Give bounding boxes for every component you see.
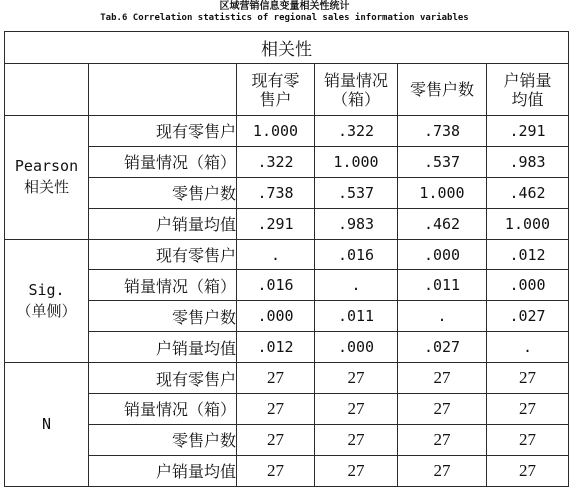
row-label: 零售户数 [89,301,237,332]
row-label: 现有零售户 [89,363,237,394]
group-label: N [5,363,89,487]
value-cell: 27 [487,455,569,486]
value-cell: 27 [315,455,398,486]
value-cell: 27 [237,394,315,425]
column-header: 销量情况 （箱） [315,64,398,116]
value-cell: 27 [398,455,487,486]
value-cell: .537 [315,177,398,208]
column-header: 零售户数 [398,64,487,116]
row-label: 销量情况（箱） [89,270,237,301]
correlation-table-body [5,32,569,487]
value-cell: .291 [487,116,569,147]
table-title: 相关性 [5,32,569,64]
value-cell: .016 [237,270,315,301]
table-title-row [5,32,569,64]
table-row [5,394,569,425]
value-cell: .537 [398,146,487,177]
value-cell: 27 [237,424,315,455]
row-label: 零售户数 [89,424,237,455]
group-label: Pearson 相关性 [5,116,89,240]
value-cell: .462 [487,177,569,208]
header-blank-cell [5,64,89,116]
value-cell: .012 [237,332,315,363]
row-label: 户销量均值 [89,208,237,239]
value-cell: .027 [398,332,487,363]
value-cell: .016 [315,239,398,270]
value-cell: 27 [398,424,487,455]
value-cell: .983 [487,146,569,177]
row-label: 现有零售户 [89,239,237,270]
value-cell: .462 [398,208,487,239]
value-cell: 27 [237,455,315,486]
table-row [5,239,569,270]
table-row [5,301,569,332]
value-cell: .000 [487,270,569,301]
value-cell: 1.000 [237,116,315,147]
value-cell: .738 [237,177,315,208]
value-cell: 27 [315,363,398,394]
row-label: 销量情况（箱） [89,146,237,177]
column-header-row [5,64,569,116]
table-row [5,177,569,208]
column-header: 户销量 均值 [487,64,569,116]
value-cell: 1.000 [398,177,487,208]
value-cell: .322 [237,146,315,177]
value-cell: 27 [398,394,487,425]
value-cell: .011 [398,270,487,301]
table-caption-chinese: 区域营销信息变量相关性统计 [219,1,350,12]
value-cell: .000 [398,239,487,270]
value-cell: .011 [315,301,398,332]
header-blank-cell [89,64,237,116]
column-header: 现有零 售户 [237,64,315,116]
value-cell: .983 [315,208,398,239]
value-cell: .738 [398,116,487,147]
value-cell: 27 [237,363,315,394]
value-cell: . [237,239,315,270]
row-label: 零售户数 [89,177,237,208]
row-label: 户销量均值 [89,332,237,363]
value-cell: 27 [398,363,487,394]
table-row [5,332,569,363]
table-row [5,455,569,486]
value-cell: 27 [487,363,569,394]
table-row [5,363,569,394]
value-cell: 27 [487,424,569,455]
value-cell: 27 [315,424,398,455]
value-cell: . [487,332,569,363]
value-cell: .000 [315,332,398,363]
value-cell: .012 [487,239,569,270]
table-caption-english: Tab.6 Correlation statistics of regional sales information variables [100,13,469,23]
row-label: 现有零售户 [89,116,237,147]
value-cell: .322 [315,116,398,147]
value-cell: 27 [487,394,569,425]
table-row [5,208,569,239]
value-cell: 27 [315,394,398,425]
correlation-table [4,31,569,487]
table-row [5,424,569,455]
row-label: 销量情况（箱） [89,394,237,425]
group-label: Sig. （单侧） [5,239,89,363]
table-row [5,116,569,147]
value-cell: .000 [237,301,315,332]
value-cell: 1.000 [487,208,569,239]
value-cell: 1.000 [315,146,398,177]
table-row [5,270,569,301]
value-cell: .291 [237,208,315,239]
value-cell: . [315,270,398,301]
value-cell: . [398,301,487,332]
row-label: 户销量均值 [89,455,237,486]
table-row [5,146,569,177]
value-cell: .027 [487,301,569,332]
